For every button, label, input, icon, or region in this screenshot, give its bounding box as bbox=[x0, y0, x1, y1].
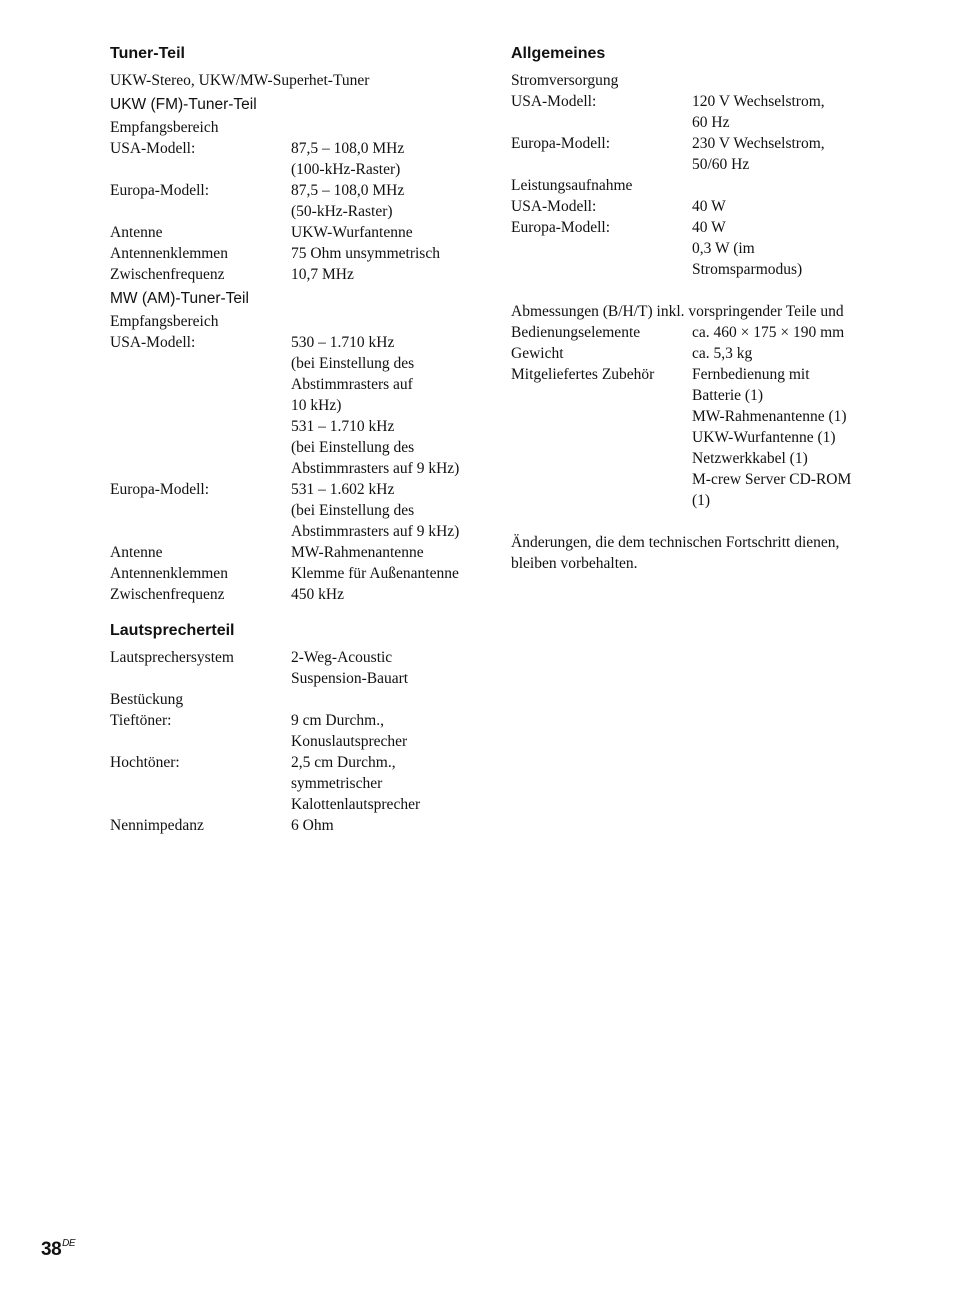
text-line: UKW-Stereo, UKW/MW-Superhet-Tuner bbox=[110, 72, 370, 89]
spec-value-line: 75 Ohm unsymmetrisch bbox=[291, 245, 440, 262]
spec-value bbox=[291, 584, 480, 605]
spec-value bbox=[692, 175, 891, 196]
spec-value bbox=[692, 91, 891, 133]
spec-value-line: (1) bbox=[692, 492, 711, 509]
spec-value bbox=[291, 710, 480, 752]
spec-label: Empfangsbereich bbox=[110, 313, 219, 330]
spec-value bbox=[291, 222, 480, 243]
spec-label: Lautsprechersystem bbox=[110, 649, 234, 666]
spec-value-line: 531 – 1.602 kHz bbox=[291, 481, 395, 498]
spec-value bbox=[291, 542, 480, 563]
spec-value bbox=[291, 117, 480, 138]
spec-value-line: M-crew Server CD-ROM bbox=[692, 471, 852, 488]
spec-row bbox=[110, 563, 480, 584]
spec-value-line: 9 cm Durchm., bbox=[291, 712, 384, 729]
spec-value bbox=[291, 138, 480, 180]
spec-label: Antenne bbox=[110, 544, 163, 561]
spec-value-line: 531 – 1.710 kHz bbox=[291, 418, 395, 435]
spec-value bbox=[692, 70, 891, 91]
spec-value bbox=[692, 133, 891, 175]
spec-value-line: 0,3 W (im bbox=[692, 240, 755, 257]
spec-value-line: 530 – 1.710 kHz bbox=[291, 334, 395, 351]
spec-value-line: 10,7 MHz bbox=[291, 266, 354, 283]
spec-label: Hochtöner: bbox=[110, 754, 180, 771]
spec-value-line: Stromsparmodus) bbox=[692, 261, 803, 278]
spec-value-line: 60 Hz bbox=[692, 114, 730, 131]
spec-row bbox=[110, 222, 480, 243]
spec-label: Empfangsbereich bbox=[110, 119, 219, 136]
spec-value-line: ca. 460 × 175 × 190 mm bbox=[692, 324, 845, 341]
spec-value-line: 40 W bbox=[692, 219, 726, 236]
spec-row bbox=[511, 133, 891, 175]
page-language-suffix: DE bbox=[62, 1238, 76, 1249]
spec-value-line: (100-kHz-Raster) bbox=[291, 161, 401, 178]
spec-value bbox=[291, 752, 480, 815]
spec-value-line: 50/60 Hz bbox=[692, 156, 750, 173]
spec-row bbox=[511, 175, 891, 196]
spec-row bbox=[110, 647, 480, 689]
spec-label: Nennimpedanz bbox=[110, 817, 204, 834]
spec-value-line: (bei Einstellung des bbox=[291, 502, 415, 519]
spec-value bbox=[692, 364, 891, 511]
subsection-heading: UKW (FM)-Tuner-Teil bbox=[110, 96, 257, 113]
spec-value bbox=[291, 243, 480, 264]
spec-value-line: Konuslautsprecher bbox=[291, 733, 408, 750]
spec-value bbox=[291, 332, 480, 479]
spec-row bbox=[110, 332, 480, 479]
spec-label: Gewicht bbox=[511, 345, 564, 362]
spec-value bbox=[291, 264, 480, 285]
spec-value-line: 120 V Wechselstrom, bbox=[692, 93, 825, 110]
spec-value-line: 230 V Wechselstrom, bbox=[692, 135, 825, 152]
page-number-value: 38 bbox=[41, 1239, 62, 1260]
spec-value-line: UKW-Wurfantenne bbox=[291, 224, 413, 241]
spec-label: Tieftöner: bbox=[110, 712, 172, 729]
spec-value bbox=[692, 217, 891, 280]
spec-value-line: ca. 5,3 kg bbox=[692, 345, 753, 362]
spec-label: Zwischenfrequenz bbox=[110, 266, 225, 283]
spec-row bbox=[110, 584, 480, 605]
spec-value-line: Netzwerkkabel (1) bbox=[692, 450, 808, 467]
spec-value-line: (bei Einstellung des bbox=[291, 355, 415, 372]
spec-value-line: (bei Einstellung des bbox=[291, 439, 415, 456]
spec-label: Europa-Modell: bbox=[110, 481, 210, 498]
spec-value bbox=[291, 180, 480, 222]
spec-label: Bestückung bbox=[110, 691, 184, 708]
spec-value bbox=[291, 689, 480, 710]
spec-label: Bedienungselemente bbox=[511, 324, 641, 341]
spec-value-line: 450 kHz bbox=[291, 586, 344, 603]
spec-row bbox=[511, 196, 891, 217]
spec-row bbox=[511, 91, 891, 133]
spec-row bbox=[110, 264, 480, 285]
spec-label: USA-Modell: bbox=[511, 198, 597, 215]
page-number bbox=[41, 1238, 75, 1261]
spec-row bbox=[110, 311, 480, 332]
spec-value bbox=[291, 563, 480, 584]
right-column bbox=[511, 42, 891, 574]
left-column bbox=[110, 42, 480, 836]
spec-label: Europa-Modell: bbox=[511, 219, 611, 236]
spec-row bbox=[110, 479, 480, 542]
spec-value-line: MW-Rahmenantenne (1) bbox=[692, 408, 847, 425]
spec-value bbox=[291, 647, 480, 689]
spec-row bbox=[110, 710, 480, 752]
spec-value-line: MW-Rahmenantenne bbox=[291, 544, 424, 561]
spec-value-line: Suspension-Bauart bbox=[291, 670, 409, 687]
spec-label: Mitgeliefertes Zubehör bbox=[511, 366, 655, 383]
spec-row bbox=[511, 322, 891, 343]
spec-row bbox=[110, 117, 480, 138]
spacer bbox=[511, 511, 891, 532]
spec-value bbox=[692, 322, 891, 343]
subsection-heading: MW (AM)-Tuner-Teil bbox=[110, 290, 249, 307]
spec-row bbox=[110, 815, 480, 836]
spec-label: Antenne bbox=[110, 224, 163, 241]
spec-row bbox=[511, 343, 891, 364]
spec-value-line: Abstimmrasters auf 9 kHz) bbox=[291, 523, 460, 540]
spec-value-line: 2-Weg-Acoustic bbox=[291, 649, 393, 666]
spec-value bbox=[291, 815, 480, 836]
spec-value-line: Abstimmrasters auf 9 kHz) bbox=[291, 460, 460, 477]
spec-row bbox=[110, 243, 480, 264]
spec-row bbox=[110, 180, 480, 222]
spec-label: USA-Modell: bbox=[511, 93, 597, 110]
spec-label: Antennenklemmen bbox=[110, 245, 228, 262]
spec-value-line: UKW-Wurfantenne (1) bbox=[692, 429, 836, 446]
text-line: bleiben vorbehalten. bbox=[511, 555, 638, 572]
spec-label: USA-Modell: bbox=[110, 140, 196, 157]
spec-row bbox=[511, 70, 891, 91]
spec-value-line: Fernbedienung mit bbox=[692, 366, 810, 383]
spec-value-line: Batterie (1) bbox=[692, 387, 764, 404]
spec-value bbox=[291, 311, 480, 332]
spec-row bbox=[511, 364, 891, 511]
spec-value bbox=[291, 479, 480, 542]
spec-value-line: 87,5 – 108,0 MHz bbox=[291, 182, 405, 199]
section-heading: Allgemeines bbox=[511, 45, 606, 62]
spec-label: Leistungsaufnahme bbox=[511, 177, 633, 194]
section-heading: Lautsprecherteil bbox=[110, 622, 235, 639]
spec-value-line: (50-kHz-Raster) bbox=[291, 203, 393, 220]
spec-value-line: 40 W bbox=[692, 198, 726, 215]
text-line: Abmessungen (B/H/T) inkl. vorspringender Teile und bbox=[511, 303, 844, 320]
spacer bbox=[511, 280, 891, 301]
spec-value-line: 10 kHz) bbox=[291, 397, 342, 414]
spec-label: Europa-Modell: bbox=[511, 135, 611, 152]
spec-value-line: 87,5 – 108,0 MHz bbox=[291, 140, 405, 157]
spec-label: Zwischenfrequenz bbox=[110, 586, 225, 603]
spec-value-line: symmetrischer bbox=[291, 775, 383, 792]
spec-row bbox=[511, 217, 891, 280]
spec-value-line: 2,5 cm Durchm., bbox=[291, 754, 396, 771]
spec-value-line: Kalottenlautsprecher bbox=[291, 796, 421, 813]
spec-row bbox=[110, 542, 480, 563]
spec-label: USA-Modell: bbox=[110, 334, 196, 351]
spec-value-line: Abstimmrasters auf bbox=[291, 376, 413, 393]
spec-label: Stromversorgung bbox=[511, 72, 619, 89]
spec-label: Antennenklemmen bbox=[110, 565, 228, 582]
spec-row bbox=[110, 689, 480, 710]
spec-row bbox=[110, 752, 480, 815]
spec-value bbox=[692, 196, 891, 217]
section-heading: Tuner-Teil bbox=[110, 45, 185, 62]
spec-value-line: Klemme für Außenantenne bbox=[291, 565, 459, 582]
spec-label: Europa-Modell: bbox=[110, 182, 210, 199]
text-line: Änderungen, die dem technischen Fortschritt dienen, bbox=[511, 534, 840, 551]
spec-value-line: 6 Ohm bbox=[291, 817, 334, 834]
spec-row bbox=[110, 138, 480, 180]
spec-value bbox=[692, 343, 891, 364]
